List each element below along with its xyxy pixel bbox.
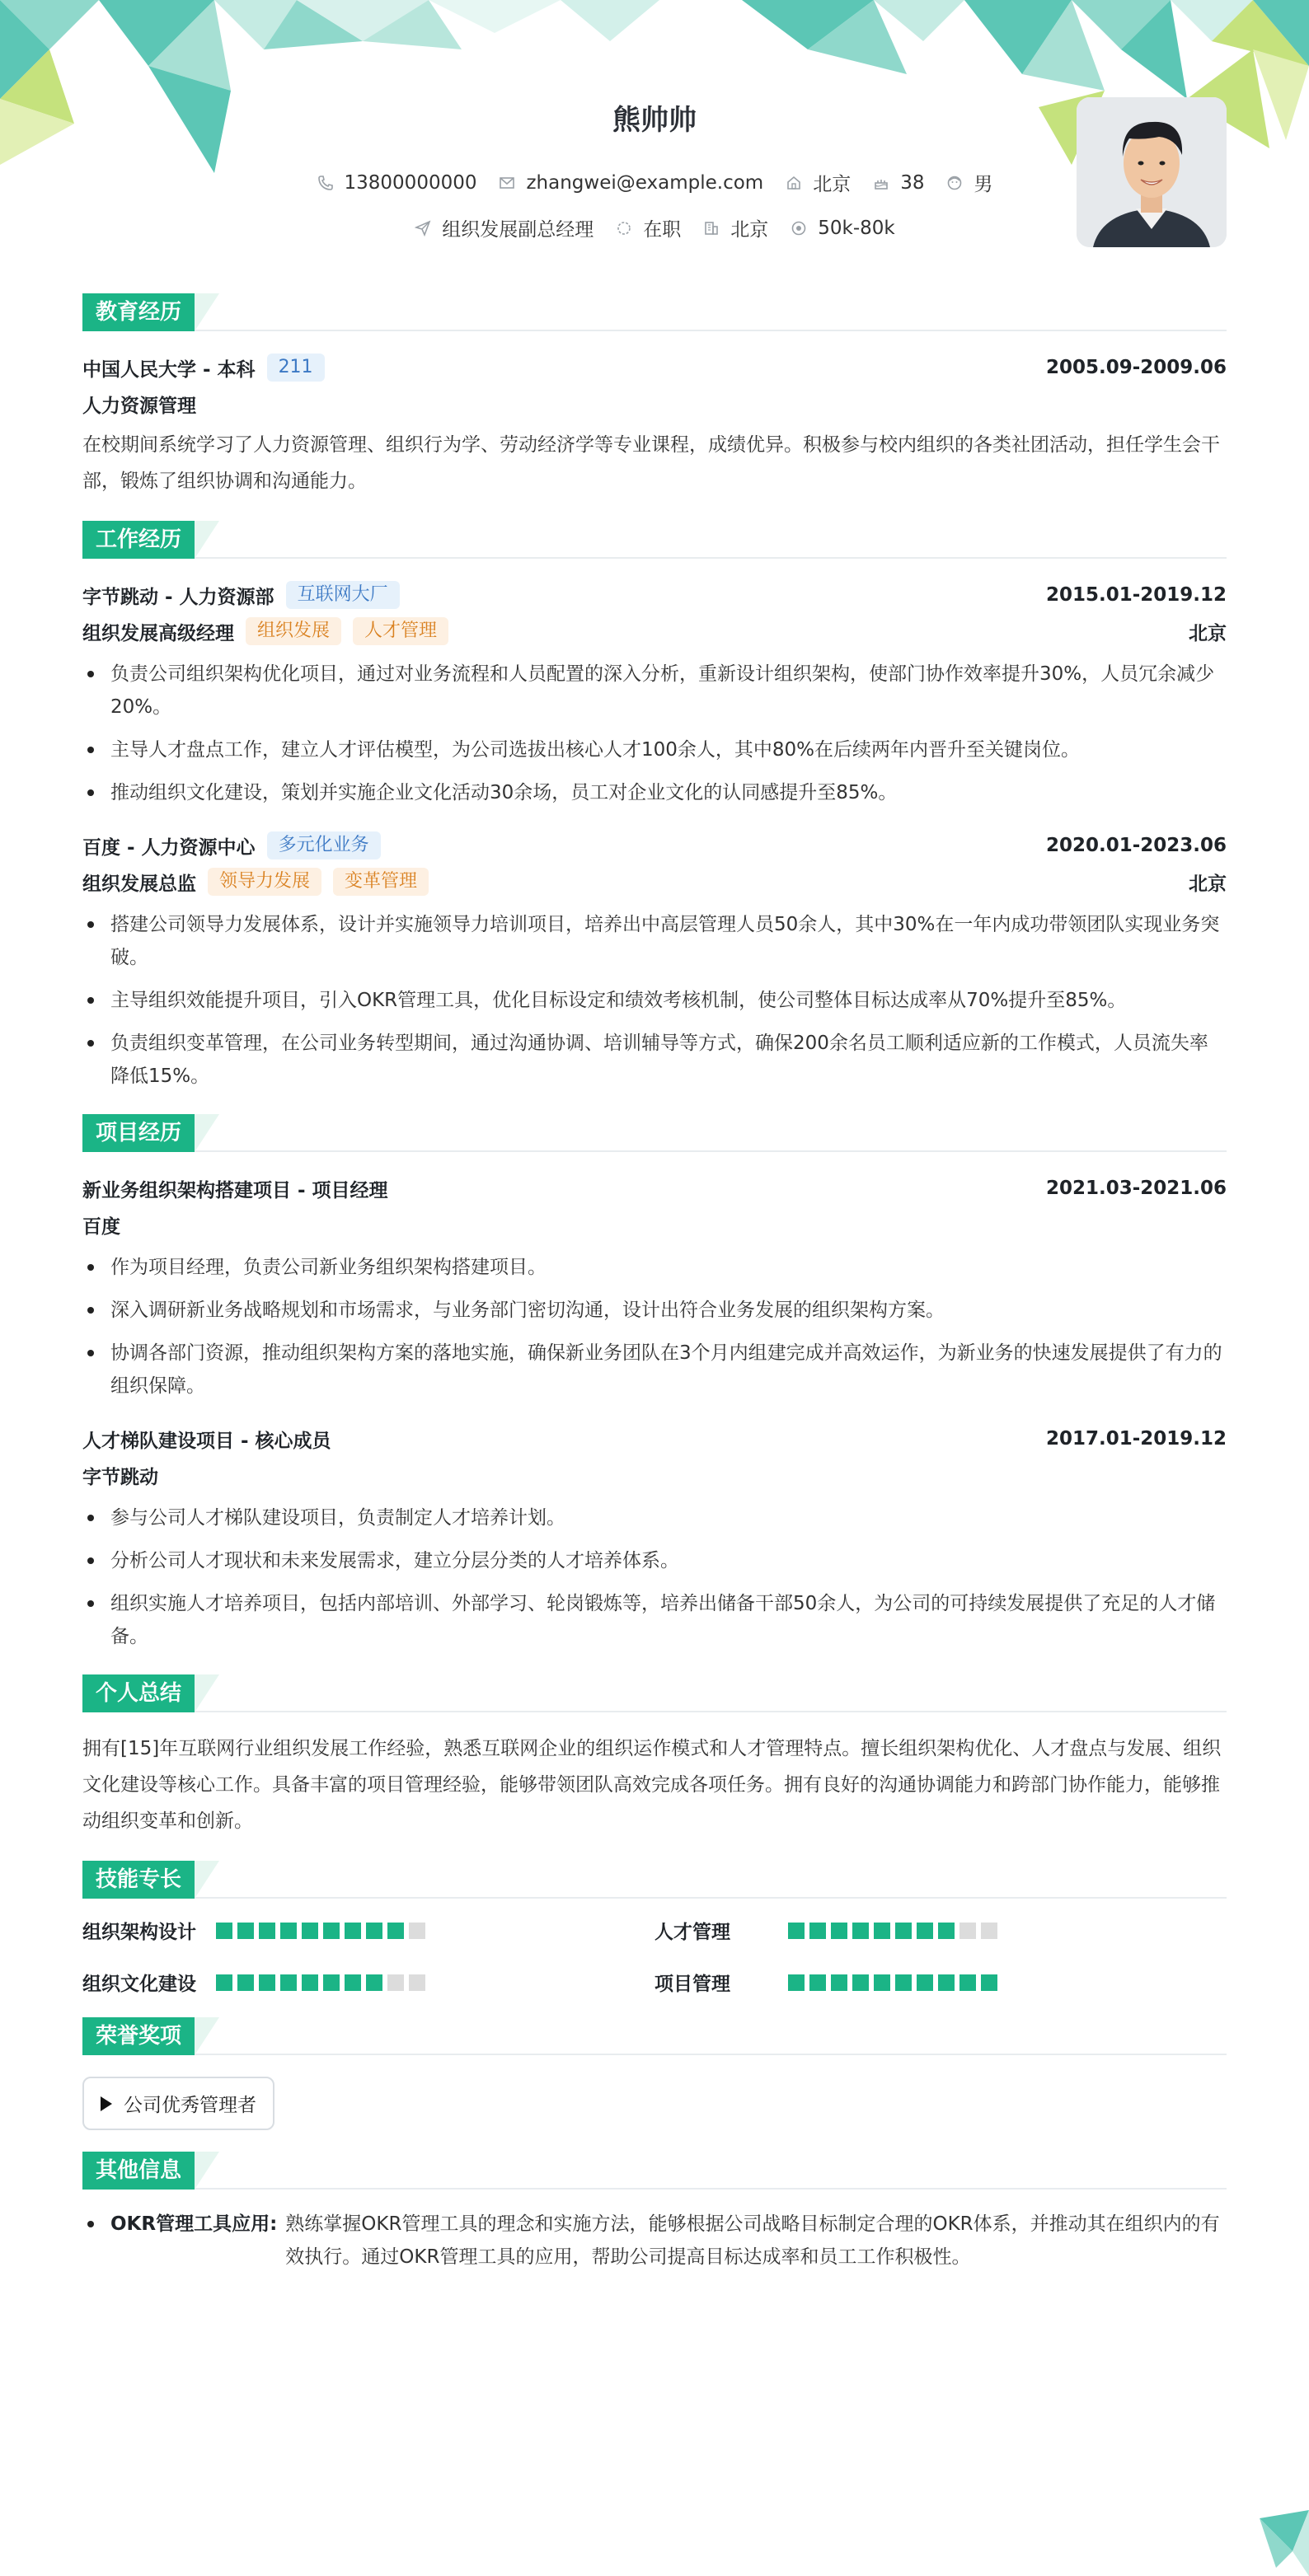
skill-level-filled: [852, 1923, 869, 1939]
skill-level-filled: [874, 1923, 890, 1939]
list-item: 推动组织文化建设，策划并实施企业文化活动30余场，员工对企业文化的认同感提升至85%。: [82, 776, 1227, 809]
skill-level-filled: [302, 1923, 318, 1939]
project-entry: [82, 1421, 1227, 1653]
other-section: [82, 2150, 1227, 2274]
role-tag: 人才管理: [353, 617, 448, 645]
projects-header: [82, 1112, 1227, 1152]
skill-level-filled: [831, 1923, 847, 1939]
skill-level-filled: [895, 1974, 912, 1991]
job-role: 组织发展总监: [82, 873, 196, 895]
mail-icon: [498, 174, 516, 192]
section-title: 其他信息: [82, 2152, 195, 2190]
skill-level-bar: [216, 1974, 425, 1991]
skill-level-bar: [788, 1974, 997, 1991]
skill-level-filled: [938, 1923, 955, 1939]
other-key: OKR管理工具应用:: [110, 2213, 278, 2235]
phone-number: 13800000000: [344, 171, 477, 194]
skill-level-filled: [917, 1974, 933, 1991]
resume-header: [82, 0, 1227, 272]
skill-name: 项目管理: [654, 1974, 730, 1995]
project-org: 字节跳动: [82, 1466, 158, 1488]
job-role: 组织发展高级经理: [82, 622, 234, 644]
skill-level-filled: [938, 1974, 955, 1991]
education-date: 2005.09-2009.06: [1045, 357, 1227, 378]
skill-name: 人才管理: [654, 1922, 730, 1943]
project-name: 新业务组织架构搭建项目 - 项目经理: [82, 1179, 388, 1201]
salary-value: 50k-80k: [818, 217, 895, 239]
skill-level-filled: [216, 1923, 232, 1939]
status-value: 在职: [643, 219, 682, 241]
skill-level-filled: [809, 1923, 826, 1939]
skill-level-filled: [237, 1923, 254, 1939]
section-title: 荣誉奖项: [82, 2017, 195, 2055]
skill-level-filled: [366, 1974, 382, 1991]
role-tag: 变革管理: [333, 868, 429, 896]
position-value: 组织发展副总经理: [442, 219, 594, 241]
work-location: 北京: [1189, 873, 1227, 895]
skill-level-filled: [259, 1974, 275, 1991]
skill-level-filled: [345, 1923, 361, 1939]
summary-text: 拥有[15]年互联网行业组织发展工作经验，熟悉互联网企业的组织运作模式和人才管理特点。擅长组织架构优化、人才盘点与发展、组织文化建设等核心工作。具备丰富的项目管理经验，能够带领团队高效完成各项任务。拥有良好的沟通协调能力和跨部门协作能力，能够推动组织变革和创新。: [82, 1738, 1222, 1832]
section-title: 项目经历: [82, 1114, 195, 1152]
major: 人力资源管理: [82, 395, 196, 417]
section-title: 教育经历: [82, 293, 195, 331]
projects-section: [82, 1112, 1227, 1653]
skill-level-empty: [409, 1923, 425, 1939]
skill-level-filled: [387, 1923, 404, 1939]
phone-info: [317, 169, 477, 196]
skill-level-filled: [323, 1974, 340, 1991]
skill-level-filled: [917, 1923, 933, 1939]
skill-item: [82, 1969, 654, 1996]
skill-item: [654, 1917, 1227, 1944]
skill-level-filled: [959, 1974, 976, 1991]
skill-level-empty: [959, 1923, 976, 1939]
project-entry: [82, 1170, 1227, 1403]
awards-header: [82, 2016, 1227, 2055]
phone-icon: [317, 174, 335, 192]
skill-level-filled: [981, 1974, 997, 1991]
age-value: 38: [900, 171, 925, 194]
avatar: [1077, 97, 1227, 247]
skill-level-filled: [895, 1923, 912, 1939]
coin-icon: [790, 219, 808, 237]
education-header: [82, 292, 1227, 331]
skill-name: 组织文化建设: [82, 1974, 196, 1995]
home-icon: [785, 174, 803, 192]
skill-item: [654, 1969, 1227, 1996]
list-item: 搭建公司领导力发展体系，设计并实施领导力培训项目，培养出中高层管理人员50余人，其中30%在一年内成功带领团队实现业务突破。: [82, 908, 1227, 974]
email-info: [498, 169, 763, 196]
building-icon: [702, 219, 720, 237]
skills-grid: [82, 1917, 1227, 1996]
company-name: 字节跳动 - 人力资源部: [82, 586, 274, 608]
email-address: zhangwei@example.com: [526, 171, 764, 194]
summary-header: [82, 1673, 1227, 1712]
skill-level-bar: [788, 1923, 997, 1939]
other-item: [82, 2208, 1227, 2274]
skill-level-filled: [366, 1923, 382, 1939]
other-value: 熟练掌握OKR管理工具的理念和实施方法，能够根据公司战略目标制定合理的OKR体系，并推动其在组织内的有效执行。通过OKR管理工具的应用，帮助公司提高目标达成率和员工工作积极性。: [285, 2213, 1220, 2268]
list-item: 主导人才盘点工作，建立人才评估模型，为公司选拔出核心人才100余人，其中80%在后续两年内晋升至关键岗位。: [82, 733, 1227, 766]
list-item: 分析公司人才现状和未来发展需求，建立分层分类的人才培养体系。: [82, 1544, 1227, 1577]
hometown-info: [785, 169, 851, 196]
skill-level-filled: [788, 1923, 805, 1939]
skill-level-filled: [809, 1974, 826, 1991]
skill-level-empty: [981, 1923, 997, 1939]
list-item: 深入调研新业务战略规划和市场需求，与业务部门密切沟通，设计出符合业务发展的组织架构方案。: [82, 1294, 1227, 1327]
send-icon: [414, 219, 432, 237]
candidate-name: 熊帅帅: [612, 104, 697, 137]
status-info: [615, 214, 681, 241]
work-section: [82, 519, 1227, 1093]
skill-level-filled: [259, 1923, 275, 1939]
company-tag: 互联网大厂: [286, 581, 400, 609]
cake-icon: [872, 174, 890, 192]
city-info: [702, 214, 768, 241]
corner-decoration: [1243, 2502, 1309, 2576]
role-tag: 领导力发展: [208, 868, 321, 896]
section-title: 个人总结: [82, 1674, 195, 1712]
skill-level-filled: [280, 1923, 297, 1939]
list-item: 参与公司人才梯队建设项目，负责制定人才培养计划。: [82, 1501, 1227, 1534]
summary-section: [82, 1673, 1227, 1839]
section-title: 工作经历: [82, 521, 195, 559]
school-name: 中国人民大学 - 本科: [82, 358, 256, 381]
school-tag: 211: [267, 354, 325, 382]
status-icon: [615, 219, 633, 237]
person-icon: [945, 174, 964, 192]
education-description: 在校期间系统学习了人力资源管理、组织行为学、劳动经济学等专业课程，成绩优异。积极参与校内组织的各类社团活动，担任学生会干部，锻炼了组织协调和沟通能力。: [82, 434, 1220, 492]
work-header: [82, 519, 1227, 559]
skill-item: [82, 1917, 654, 1944]
list-item: 负责公司组织架构优化项目，通过对业务流程和人员配置的深入分析，重新设计组织架构，使部门协作效率提升30%，人员冗余减少20%。: [82, 658, 1227, 724]
project-org: 百度: [82, 1215, 120, 1238]
skills-section: [82, 1859, 1227, 1996]
work-date: 2020.01-2023.06: [1045, 835, 1227, 856]
award-name: 公司优秀管理者: [124, 2095, 256, 2116]
project-date: 2017.01-2019.12: [1045, 1428, 1227, 1450]
skill-level-filled: [345, 1974, 361, 1991]
contact-row: [82, 169, 1227, 196]
hometown-value: 北京: [813, 174, 852, 195]
skills-header: [82, 1859, 1227, 1899]
play-icon: [101, 2096, 112, 2111]
skill-level-filled: [852, 1974, 869, 1991]
skill-level-filled: [280, 1974, 297, 1991]
awards-section: [82, 2016, 1227, 2130]
section-title: 技能专长: [82, 1861, 195, 1899]
work-entry: [82, 827, 1227, 1093]
job-intent-row: [82, 214, 1227, 241]
education-row: [82, 349, 1227, 386]
work-date: 2015.01-2019.12: [1045, 584, 1227, 606]
skill-level-filled: [788, 1974, 805, 1991]
skill-level-bar: [216, 1923, 425, 1939]
skill-level-filled: [831, 1974, 847, 1991]
skill-level-filled: [237, 1974, 254, 1991]
salary-info: [790, 214, 894, 241]
project-date: 2021.03-2021.06: [1045, 1178, 1227, 1199]
skill-level-empty: [409, 1974, 425, 1991]
work-entry: [82, 577, 1227, 809]
list-item: 组织实施人才培养项目，包括内部培训、外部学习、轮岗锻炼等，培养出储备干部50余人，为公司的可持续发展提供了充足的人才储备。: [82, 1587, 1227, 1653]
age-info: [872, 169, 924, 196]
skill-name: 组织架构设计: [82, 1922, 196, 1943]
gender-value: 男: [974, 174, 993, 195]
skill-level-filled: [323, 1923, 340, 1939]
skill-level-filled: [302, 1974, 318, 1991]
list-item: 作为项目经理，负责公司新业务组织架构搭建项目。: [82, 1251, 1227, 1284]
work-location: 北京: [1189, 622, 1227, 644]
list-item: 协调各部门资源，推动组织架构方案的落地实施，确保新业务团队在3个月内组建完成并高效运作，为新业务的快速发展提供了有力的组织保障。: [82, 1337, 1227, 1403]
position-info: [414, 214, 594, 241]
other-header: [82, 2150, 1227, 2190]
project-name: 人才梯队建设项目 - 核心成员: [82, 1430, 331, 1452]
list-item: 负责组织变革管理，在公司业务转型期间，通过沟通协调、培训辅导等方式，确保200余名员工顺利适应新的工作模式，人员流失率降低15%。: [82, 1027, 1227, 1093]
role-tag: 组织发展: [246, 617, 341, 645]
list-item: 主导组织效能提升项目，引入OKR管理工具，优化目标设定和绩效考核机制，使公司整体目标达成率从70%提升至85%。: [82, 984, 1227, 1017]
skill-level-filled: [874, 1974, 890, 1991]
company-tag: 多元化业务: [267, 831, 381, 859]
education-section: [82, 292, 1227, 499]
skill-level-empty: [387, 1974, 404, 1991]
award-item: [82, 2077, 274, 2130]
skill-level-filled: [216, 1974, 232, 1991]
gender-info: [945, 169, 992, 196]
city-value: 北京: [730, 219, 769, 241]
company-name: 百度 - 人力资源中心: [82, 836, 256, 859]
